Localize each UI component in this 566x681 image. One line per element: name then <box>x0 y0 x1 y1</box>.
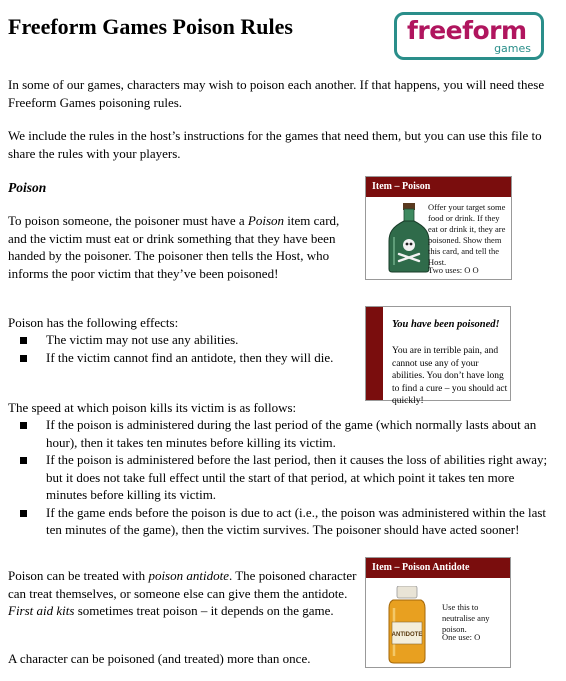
card-body-text: Use this to neutralise any poison. <box>442 602 490 634</box>
poison-bottle-icon <box>386 203 432 273</box>
speed-rules-list <box>8 416 558 539</box>
card-title: You have been poisoned! <box>392 319 500 330</box>
list-item: If the poison is administered before the last period, then it causes the loss of abilities right away; but it does not take full effect until the start of that period, at which point it takes ten more minutes before killing its victim. <box>8 451 558 504</box>
closing-paragraph: A character can be poisoned (and treated) more than once. <box>8 651 311 666</box>
bottle-label-text: ANTIDOTE <box>391 632 423 638</box>
effects-intro: Poison has the following effects: <box>8 315 179 330</box>
how-to-text-1: To poison someone, the poisoner must have a <box>8 213 248 228</box>
poison-item-term: Poison <box>247 213 285 228</box>
section-heading-poison: Poison <box>8 180 47 195</box>
freeform-games-logo <box>394 12 544 60</box>
logo-sub: games <box>494 42 531 55</box>
page-title: Freeform Games Poison Rules <box>8 14 293 39</box>
card-uses: Two uses: O O <box>428 265 479 275</box>
how-to-text-2: item card, and the victim must eat or drink something that they have been handed by the poisoner. The poisoner then tells the Host, who informs the poor victim that they’ve been poisoned! <box>8 213 340 281</box>
card-body-text: You are in terrible pain, and cannot use any of your abilities. You don’t have long to find a cure – you should act quickly! <box>392 346 508 406</box>
how-to-poison-paragraph <box>8 212 356 282</box>
poison-item-card <box>365 176 512 280</box>
list-item: If the game ends before the poison is due to act (i.e., the poison was administered within the last ten minutes of the game), then the victim survives. The poisoner should have acted sooner! <box>8 504 558 539</box>
card-header: Item – Poison <box>366 177 511 197</box>
speed-intro: The speed at which poison kills its victim is as follows: <box>8 400 297 415</box>
antidote-term: poison antidote <box>148 568 229 583</box>
logo-brand: freeform <box>407 16 527 45</box>
list-item: If the poison is administered during the last period of the game (which normally lasts about an hour), then it takes ten minutes before killing its victim. <box>8 416 558 451</box>
card-header: Item – Poison Antidote <box>366 558 510 578</box>
list-item: If the victim cannot find an antidote, then they will die. <box>8 349 353 367</box>
intro-paragraph-2: We include the rules in the host’s instructions for the games that need them, but you can use this file to share the rules with your players. <box>8 128 542 161</box>
intro-paragraph-1: In some of our games, characters may wish to poison each another. If that happens, you will need these Freeform Games poisoning rules. <box>8 77 545 110</box>
card-body-text: Offer your target some food or drink. If they eat or drink it, they are poisoned. Show them this card, and tell the Host. <box>428 202 506 267</box>
poisoned-status-card <box>365 306 511 406</box>
treatment-text-1: Poison can be treated with <box>8 568 149 583</box>
antidote-item-card <box>365 557 511 668</box>
treatment-text-3: sometimes treat poison – it depends on the game. <box>74 603 334 618</box>
list-item: The victim may not use any abilities. <box>8 331 353 349</box>
effects-list <box>8 331 353 366</box>
antidote-bottle-icon <box>386 586 428 664</box>
first-aid-term: First aid kits <box>8 603 75 618</box>
card-color-bar <box>366 307 383 400</box>
treatment-paragraph <box>8 567 358 620</box>
card-uses: One use: O <box>442 632 481 642</box>
treatment-text-2: . The poisoned character can treat themselves, or someone else can give them the antidote. <box>8 568 357 601</box>
